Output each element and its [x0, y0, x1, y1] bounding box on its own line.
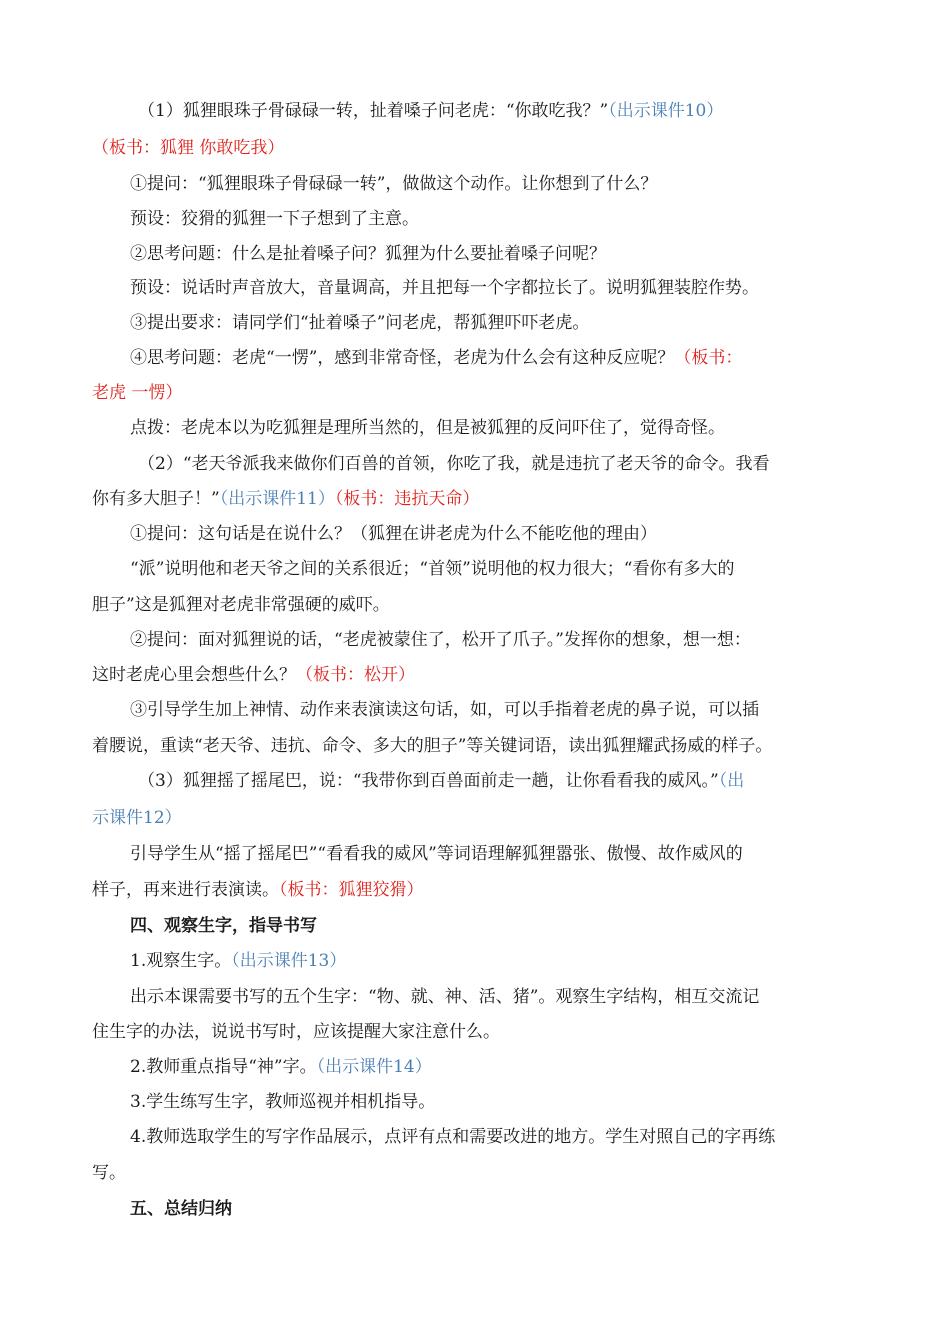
- blackboard-note: 老虎 一愣）: [92, 383, 183, 403]
- blackboard-note: （板书：狐狸狡猾）: [279, 880, 424, 900]
- paragraph-line: 点拨：老虎本以为吃狐狸是理所当然的，但是被狐狸的反问吓住了，觉得奇怪。: [130, 418, 725, 438]
- paragraph-line: ②思考问题：什么是扯着嗓子问？狐狸为什么要扯着嗓子问呢？: [130, 244, 606, 264]
- section-heading: 五、总结归纳: [130, 1199, 232, 1219]
- paragraph-line: （1）狐狸眼珠子骨碌碌一转，扯着嗓子问老虎：“你敢吃我？”（出示课件10）: [138, 101, 724, 121]
- paragraph-line: 预设：狡猾的狐狸一下子想到了主意。: [130, 209, 419, 229]
- paragraph-line: 着腰说，重读“老天爷、违抗、命令、多大的胆子”等关键词语，读出狐狸耀武扬威的样子。: [92, 736, 773, 756]
- paragraph-line: ②提问：面对狐狸说的话，“老虎被蒙住了，松开了爪子。”发挥你的想象，想一想：: [130, 630, 751, 650]
- blackboard-note: （板书：狐狸 你敢吃我）: [92, 138, 285, 158]
- paragraph-line: ①提问：这句话是在说什么？（狐狸在讲老虎为什么不能吃他的理由）: [130, 524, 657, 544]
- courseware-ref: （出示课件11）: [219, 489, 335, 509]
- courseware-ref: （出示课件13）: [231, 951, 347, 971]
- paragraph-line: “派”说明他和老天爷之间的关系很近；“首领”说明他的权力很大；“看你有多大的: [130, 559, 735, 579]
- paragraph-line: ④思考问题：老虎“一愣”，感到非常奇怪，老虎为什么会有这种反应呢？（板书：: [130, 348, 743, 368]
- courseware-ref: 示课件12）: [92, 808, 182, 828]
- courseware-ref: （出: [718, 771, 745, 791]
- paragraph-line: （2）“老天爷派我来做你们百兽的首领，你吃了我，就是违抗了老天爷的命令。我看: [138, 454, 770, 474]
- blackboard-note: （板书：违抗天命）: [334, 489, 480, 509]
- paragraph-line: 预设：说话时声音放大，音量调高，并且把每一个字都拉长了。说明狐狸装腔作势。: [130, 278, 759, 298]
- paragraph-line: 样子，再来进行表演读。（板书：狐狸狡猾）: [92, 880, 424, 900]
- paragraph-line: 住生字的办法，说说书写时，应该提醒大家注意什么。: [92, 1022, 500, 1042]
- blackboard-note: （板书：松开）: [296, 665, 415, 685]
- paragraph-line: 2.教师重点指导“神”字。（出示课件14）: [130, 1057, 432, 1077]
- paragraph-line: 出示本课需要书写的五个生字：“物、就、神、活、猪”。观察生字结构，相互交流记: [130, 987, 760, 1007]
- paragraph-line: 3.学生练写生字，教师巡视并相机指导。: [130, 1092, 436, 1112]
- paragraph-line: 4.教师选取学生的写字作品展示，点评有点和需要改进的地方。学生对照自己的字再练: [130, 1127, 776, 1147]
- paragraph-line: ③引导学生加上神情、动作来表演读这句话，如，可以手指着老虎的鼻子说，可以插: [130, 700, 759, 720]
- paragraph-line: ①提问：“狐狸眼珠子骨碌碌一转”，做做这个动作。让你想到了什么？: [130, 174, 658, 194]
- paragraph-line: （3）狐狸摇了摇尾巴，说：“我带你到百兽面前走一趟，让你看看我的威风。”（出: [138, 771, 745, 791]
- paragraph-line: ③提出要求：请同学们“扯着嗓子”问老虎，帮狐狸吓吓老虎。: [130, 313, 590, 333]
- section-heading: 四、观察生字，指导书写: [130, 916, 317, 936]
- blackboard-note: （板书：: [674, 348, 743, 368]
- courseware-ref: （出示课件14）: [316, 1057, 432, 1077]
- paragraph-line: 这时老虎心里会想些什么？（板书：松开）: [92, 665, 415, 685]
- paragraph-line: 引导学生从“摇了摇尾巴”“看看我的威风”等词语理解狐狸嚣张、傲慢、故作威风的: [130, 844, 743, 864]
- paragraph-line: 胆子”这是狐狸对老虎非常强硬的威吓。: [92, 595, 390, 615]
- courseware-ref: （出示课件10）: [608, 101, 724, 121]
- paragraph-line: 写。: [92, 1163, 126, 1183]
- paragraph-line: 你有多大胆子！”（出示课件11）（板书：违抗天命）: [92, 489, 480, 509]
- paragraph-line: 1.观察生字。（出示课件13）: [130, 951, 347, 971]
